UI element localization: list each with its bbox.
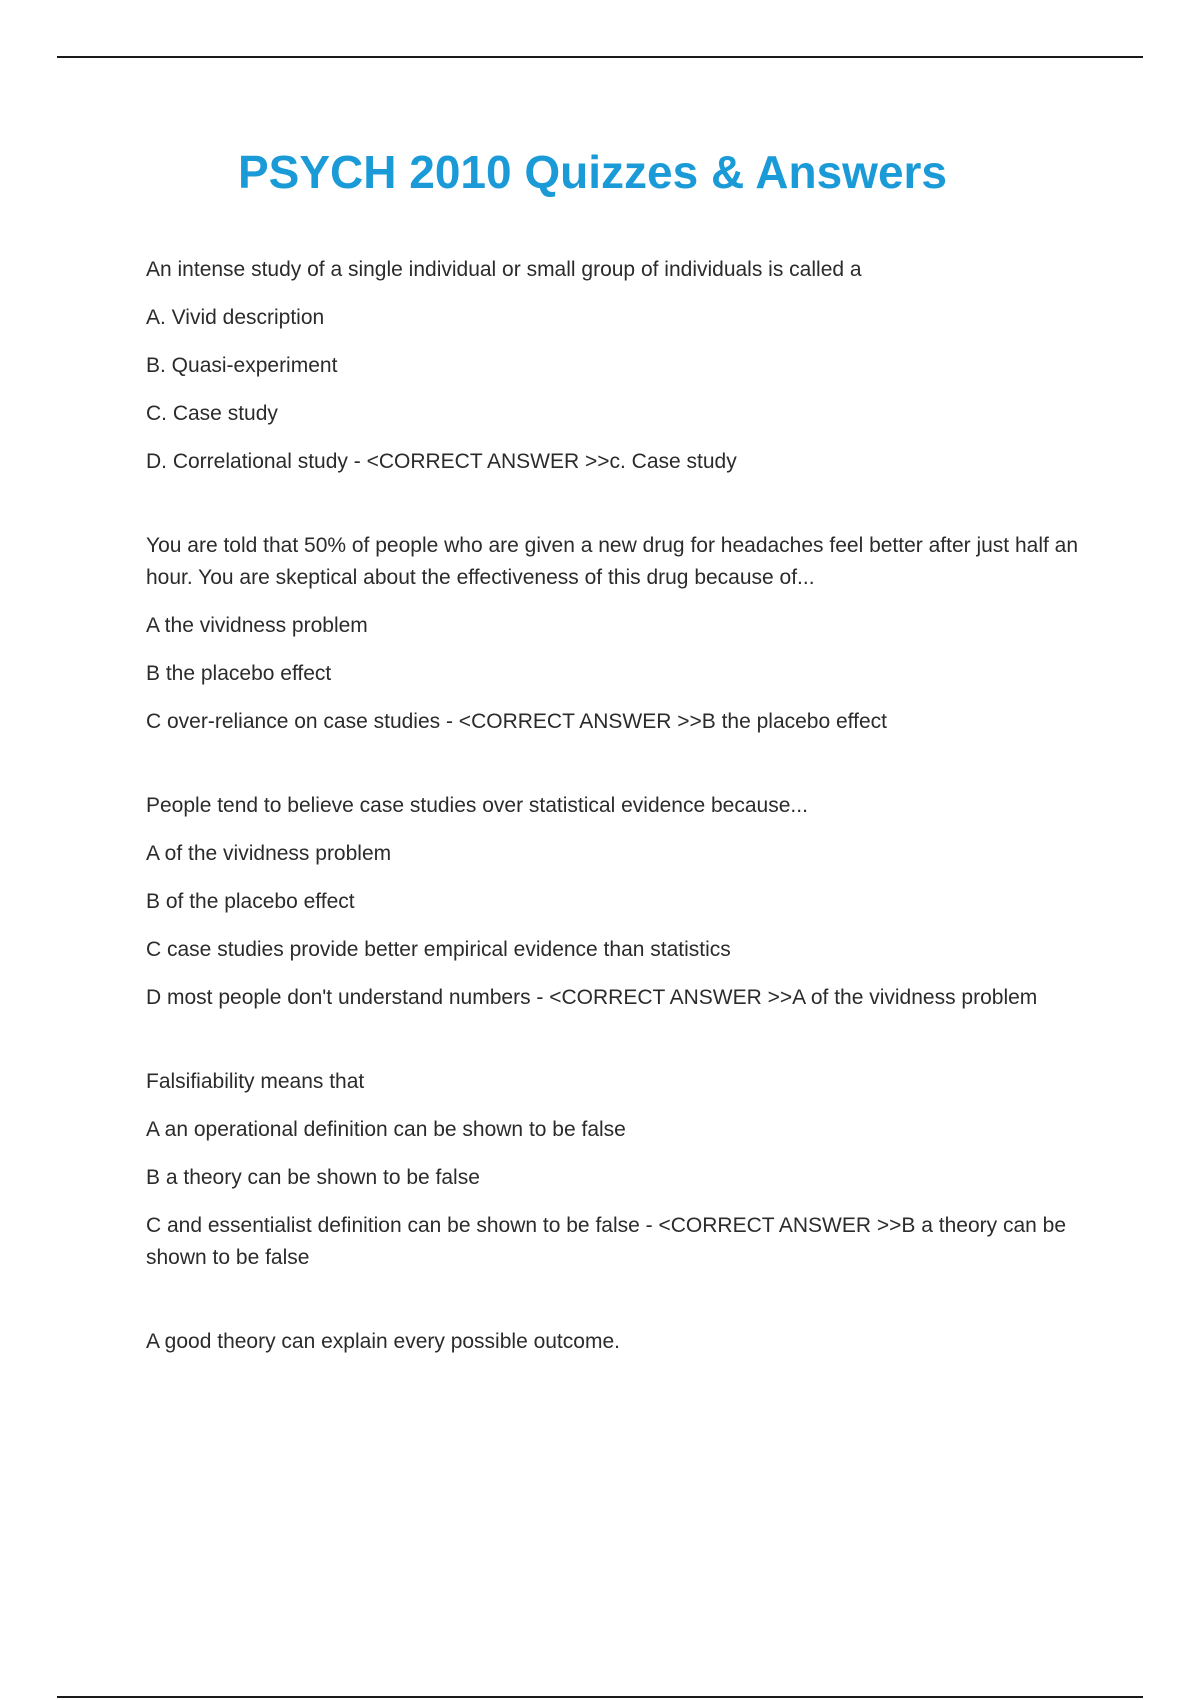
answer-option: C. Case study (146, 402, 278, 425)
answer-option: A an operational definition can be shown to be false (146, 1118, 626, 1141)
answer-option: B a theory can be shown to be false (146, 1166, 480, 1189)
answer-option: C case studies provide better empirical evidence than statistics (146, 938, 731, 961)
answer-option-with-correct-answer: C over-reliance on case studies - <CORRECT ANSWER >>B the placebo effect (146, 710, 887, 733)
answer-option: B the placebo effect (146, 662, 332, 685)
question-block (146, 1326, 1096, 1358)
answer-option-with-correct-answer: D most people don't understand numbers - <CORRECT ANSWER >>A of the vividness problem (146, 986, 1038, 1009)
answer-option: A. Vivid description (146, 306, 325, 329)
answer-option: A the vividness problem (146, 614, 368, 637)
question-list (146, 254, 1096, 1410)
answer-option: B of the placebo effect (146, 890, 355, 913)
answer-option: A of the vividness problem (146, 842, 392, 865)
question-block (146, 254, 1096, 478)
document-title: PSYCH 2010 Quizzes & Answers (237, 146, 948, 198)
answer-option-with-correct-answer: C and essentialist definition can be shown to be false - <CORRECT ANSWER >>B a theory can be shown to be false (146, 1214, 1067, 1269)
answer-option-with-correct-answer: D. Correlational study - <CORRECT ANSWER >>c. Case study (146, 450, 737, 473)
question-block (146, 530, 1096, 738)
answer-option: B. Quasi-experiment (146, 354, 338, 377)
question-stem: A good theory can explain every possible outcome. (146, 1330, 620, 1353)
question-stem: An intense study of a single individual or small group of individuals is called a (146, 258, 862, 281)
question-stem: People tend to believe case studies over statistical evidence because... (146, 794, 808, 817)
question-stem: Falsifiability means that (146, 1070, 365, 1093)
question-block (146, 790, 1096, 1014)
question-stem: You are told that 50% of people who are given a new drug for headaches feel better after just half an hour. You are skeptical about the effectiveness of this drug because of... (146, 534, 1079, 589)
bottom-rule (57, 1696, 1143, 1698)
question-block (146, 1066, 1096, 1274)
top-rule (57, 56, 1143, 58)
